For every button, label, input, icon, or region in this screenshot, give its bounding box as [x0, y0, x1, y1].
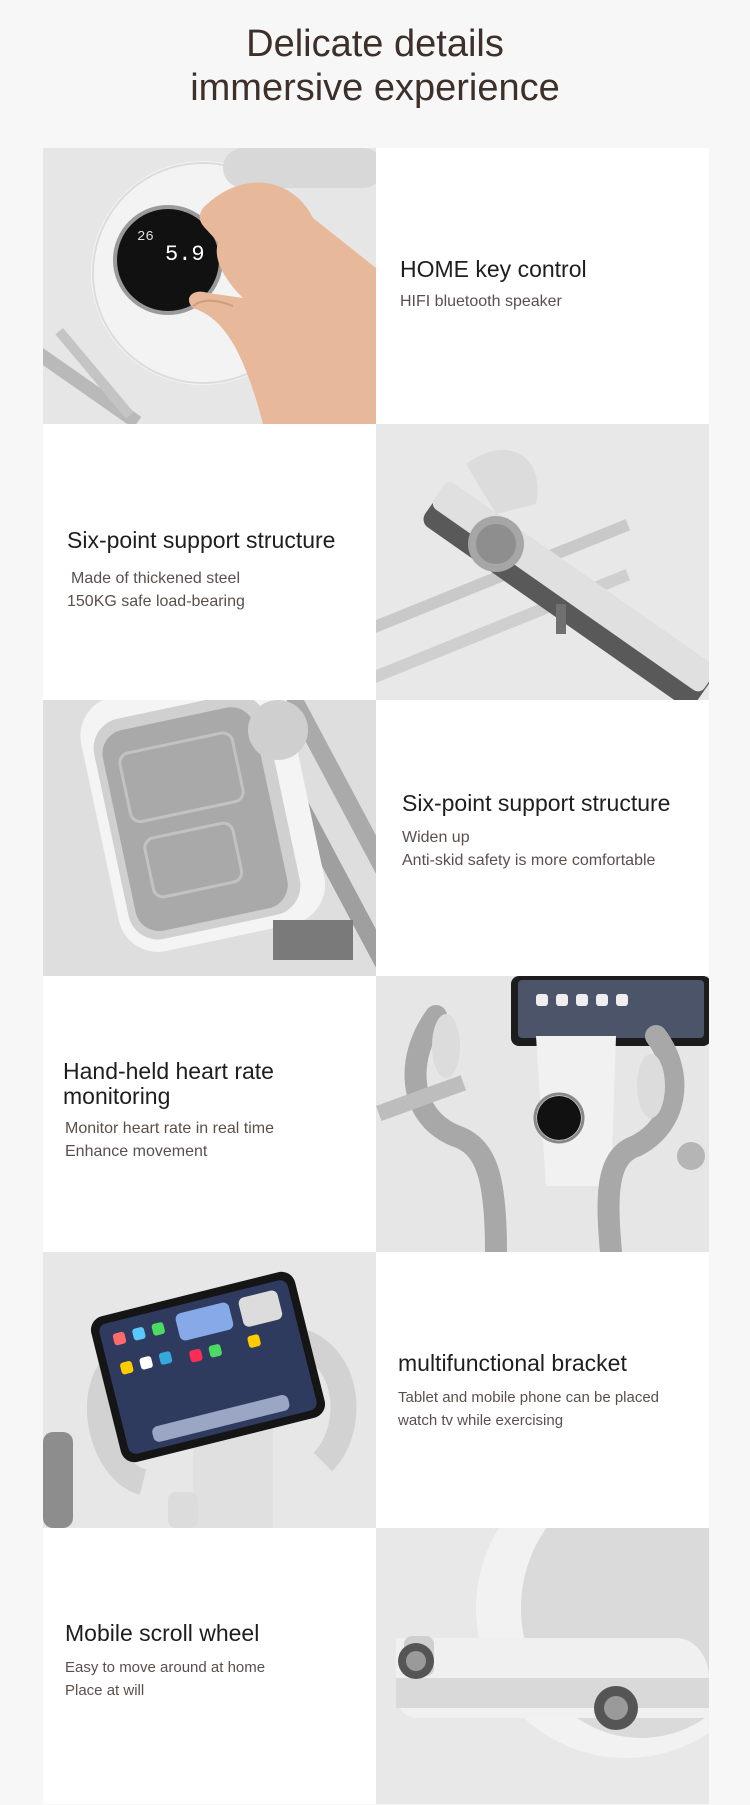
scroll-wheel-photo: [376, 1528, 709, 1804]
feature-title: HOME key control: [400, 256, 587, 282]
feature-row-5: [43, 1252, 709, 1528]
feature-grid: [43, 148, 709, 1804]
handlebar-illustration: [376, 976, 709, 1252]
feature-desc-line: Anti-skid safety is more comfortable: [402, 852, 656, 869]
feature-title: Six-point support structure: [67, 527, 336, 553]
feature-row-6: [43, 1528, 709, 1804]
heading-line-2: immersive experience: [190, 67, 560, 109]
feature-card-heart-rate: [43, 976, 376, 1252]
steel-frame-illustration: [376, 424, 709, 700]
steel-frame-photo: [376, 424, 709, 700]
feature-desc-line: Enhance movement: [65, 1143, 208, 1160]
feature-card-wheel: [43, 1528, 376, 1804]
feature-row-4: [43, 976, 709, 1252]
home-key-photo: [43, 148, 376, 424]
feature-title: Hand-held heart rate monitoring: [63, 1058, 274, 1109]
tablet-bracket-photo: [43, 1252, 376, 1528]
pedal-photo: [43, 700, 376, 976]
home-key-illustration: [43, 148, 376, 424]
feature-desc-line: 150KG safe load-bearing: [67, 593, 245, 610]
feature-title: Six-point support structure: [402, 790, 671, 816]
feature-desc-line: Monitor heart rate in real time: [65, 1120, 274, 1137]
feature-card-bracket: [376, 1252, 709, 1528]
display-readout: 5.9: [165, 242, 205, 267]
scroll-wheel-illustration: [376, 1528, 709, 1804]
display-small-readout: 26: [137, 229, 154, 245]
feature-card-home-key: [376, 148, 709, 424]
feature-card-pedal: [376, 700, 709, 976]
feature-title: multifunctional bracket: [398, 1350, 627, 1376]
feature-row-1: [43, 148, 709, 424]
feature-desc-line: Tablet and mobile phone can be placed: [398, 1389, 660, 1406]
tablet-bracket-illustration: [43, 1252, 376, 1528]
feature-desc-line: HIFI bluetooth speaker: [400, 293, 562, 310]
feature-desc-line: Widen up: [402, 829, 470, 846]
feature-row-3: [43, 700, 709, 976]
section-heading: [0, 22, 750, 110]
pedal-illustration: [43, 700, 376, 976]
feature-row-2: [43, 424, 709, 700]
feature-desc-line: Easy to move around at home: [65, 1659, 266, 1676]
feature-card-support-structure: [43, 424, 376, 700]
feature-desc-line: Place at will: [65, 1682, 145, 1699]
heading-line-1: Delicate details: [246, 23, 504, 65]
handlebar-photo: [376, 976, 709, 1252]
feature-desc-line: watch tv while exercising: [398, 1412, 564, 1429]
feature-desc-line: Made of thickened steel: [71, 570, 240, 587]
feature-title: Mobile scroll wheel: [65, 1620, 260, 1646]
